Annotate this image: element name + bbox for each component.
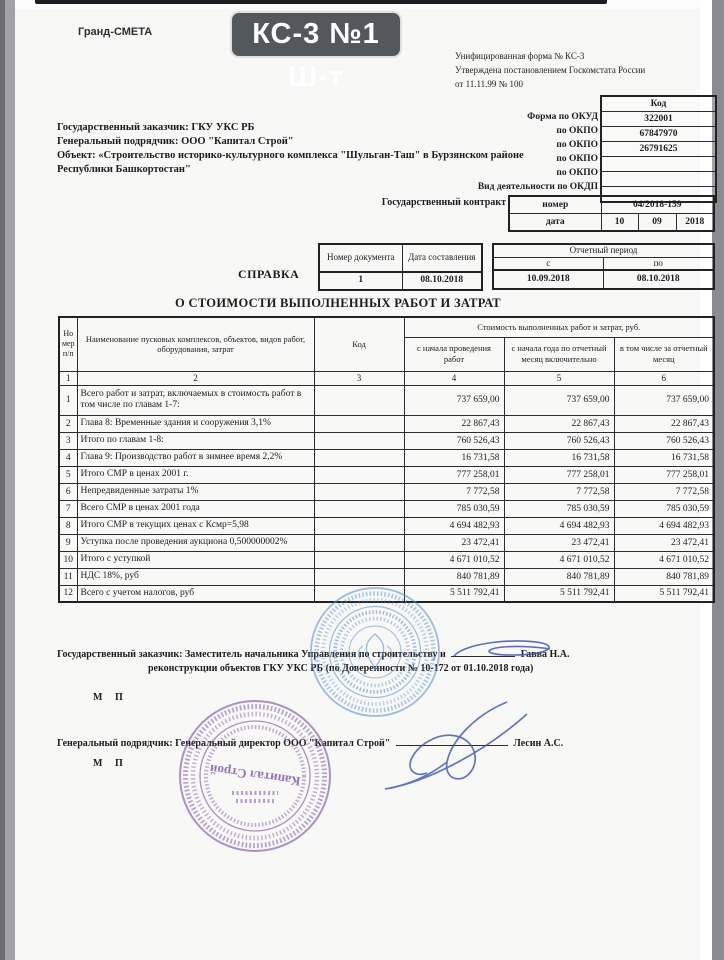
code-row-label: по ОКПО xyxy=(556,140,598,150)
row-code-cell xyxy=(314,534,404,551)
column-number-cell: 2 xyxy=(77,371,314,385)
row-name-cell: Уступка после проведения аукциона 0,500000002% xyxy=(77,534,314,551)
col-header-this-month: в том числе за отчетный месяц xyxy=(614,337,714,371)
row-value-cell: 785 030,59 xyxy=(404,500,504,517)
row-code-cell xyxy=(314,415,404,432)
row-name-cell: Всего работ и затрат, включаемых в стоимость работ в том числе по главам 1-7: xyxy=(77,385,314,415)
col-header-year-to-month: с начала года по отчетный месяц включительно xyxy=(504,337,614,371)
period-table xyxy=(492,243,715,290)
code-row-value: 322001 xyxy=(602,111,715,126)
row-value-cell: 777 258,01 xyxy=(614,466,714,483)
row-value-cell: 785 030,59 xyxy=(614,500,714,517)
customer-signature-line2: реконструкции объектов ГКУ УКС РБ (по Доверенности № 10-172 от 01.10.2018 года) xyxy=(148,663,534,674)
row-name-cell: Глава 9: Производство работ в зимнее время 2,2% xyxy=(77,449,314,466)
contractor-signature-blank xyxy=(396,736,508,746)
row-value-cell: 840 781,89 xyxy=(614,568,714,585)
code-row-label: по ОКПО xyxy=(556,168,598,178)
period-table-wrap xyxy=(492,243,715,290)
column-number-cell: 5 xyxy=(504,371,614,385)
row-value-cell: 7 772,58 xyxy=(504,483,614,500)
table-row xyxy=(59,534,714,551)
contractor-round-stamp-icon xyxy=(176,697,334,855)
main-table-body xyxy=(59,385,714,602)
code-row-label: по ОКПО xyxy=(556,126,598,136)
row-value-cell: 4 671 010,52 xyxy=(504,551,614,568)
doc-date-value: 08.10.2018 xyxy=(402,272,482,290)
row-value-cell: 22 867,43 xyxy=(504,415,614,432)
row-name-cell: НДС 18%, руб xyxy=(77,568,314,585)
row-number-cell: 12 xyxy=(59,585,77,602)
row-value-cell: 7 772,58 xyxy=(614,483,714,500)
codes-box xyxy=(600,95,717,203)
col-header-num: Номер п/п xyxy=(59,317,77,371)
row-value-cell: 4 694 482,93 xyxy=(614,517,714,534)
main-table-wrap xyxy=(58,316,715,603)
cost-table xyxy=(58,316,715,603)
table-row xyxy=(59,415,714,432)
row-value-cell: 23 472,41 xyxy=(404,534,504,551)
row-name-cell: Глава 8: Временные здания и сооружения 3,1% xyxy=(77,415,314,432)
period-header: Отчетный период xyxy=(493,244,714,257)
contract-date-month: 09 xyxy=(638,214,676,232)
row-value-cell: 16 731,58 xyxy=(404,449,504,466)
contract-number-label: номер xyxy=(509,196,601,214)
row-code-cell xyxy=(314,483,404,500)
parties-block xyxy=(57,121,524,177)
customer-line: Государственный заказчик: ГКУ УКС РБ xyxy=(57,122,255,133)
codes-values xyxy=(602,111,715,201)
row-value-cell: 4 671 010,52 xyxy=(404,551,504,568)
contract-date-day: 10 xyxy=(601,214,638,232)
row-value-cell: 4 694 482,93 xyxy=(504,517,614,534)
customer-signature-name: Гавва Н.А. xyxy=(520,649,570,660)
table-row xyxy=(59,585,714,602)
column-number-row xyxy=(59,371,714,385)
table-row xyxy=(59,568,714,585)
row-number-cell: 4 xyxy=(59,449,77,466)
row-name-cell: Непредвиденные затраты 1% xyxy=(77,483,314,500)
contractor-stamp-text: Капитал Строй xyxy=(208,761,302,790)
col-header-from-start: с начала проведения работ xyxy=(404,337,504,371)
table-row xyxy=(59,483,714,500)
row-number-cell: 8 xyxy=(59,517,77,534)
row-value-cell: 777 258,01 xyxy=(404,466,504,483)
spravka-label: СПРАВКА xyxy=(238,267,300,281)
contract-date-year: 2018 xyxy=(676,214,714,232)
row-number-cell: 7 xyxy=(59,500,77,517)
row-value-cell: 5 511 792,41 xyxy=(614,585,714,602)
contract-table xyxy=(508,195,715,232)
col-header-cost-span: Стоимость выполненных работ и затрат, руб. xyxy=(404,317,714,337)
column-number-cell: 1 xyxy=(59,371,77,385)
document-title: О СТОИМОСТИ ВЫПОЛНЕННЫХ РАБОТ И ЗАТРАТ xyxy=(175,296,501,310)
table-row xyxy=(59,449,714,466)
row-code-cell xyxy=(314,568,404,585)
contract-label: Государственный контракт xyxy=(381,197,506,208)
row-number-cell: 10 xyxy=(59,551,77,568)
customer-signature-line xyxy=(57,647,570,660)
form-note-line3: от 11.11.99 № 100 xyxy=(455,78,523,89)
row-name-cell: Итого с уступкой xyxy=(77,551,314,568)
doc-date-header: Дата составления xyxy=(402,244,482,272)
row-value-cell: 777 258,01 xyxy=(504,466,614,483)
period-to-label: по xyxy=(603,257,714,270)
column-number-cell: 4 xyxy=(404,371,504,385)
doc-meta-table-wrap xyxy=(318,243,483,291)
codes-labels xyxy=(478,110,598,194)
row-value-cell: 22 867,43 xyxy=(404,415,504,432)
scan-top-line xyxy=(35,0,607,4)
row-value-cell: 4 671 010,52 xyxy=(614,551,714,568)
code-row-value: 26791625 xyxy=(602,141,715,156)
row-code-cell xyxy=(314,449,404,466)
row-code-cell xyxy=(314,432,404,449)
form-note xyxy=(455,50,645,92)
row-number-cell: 11 xyxy=(59,568,77,585)
row-value-cell: 22 867,43 xyxy=(614,415,714,432)
row-number-cell: 9 xyxy=(59,534,77,551)
row-name-cell: Итого СМР в текущих ценах с Ксмр=5,98 xyxy=(77,517,314,534)
row-value-cell: 16 731,58 xyxy=(614,449,714,466)
table-row xyxy=(59,466,714,483)
row-number-cell: 5 xyxy=(59,466,77,483)
row-number-cell: 1 xyxy=(59,385,77,415)
table-row xyxy=(59,517,714,534)
ks3-title-badge: КС-3 №1 Ш-т xyxy=(232,13,400,56)
codes-header: Код xyxy=(650,99,667,109)
scan-edge-left xyxy=(5,0,15,960)
contractor-signature-line xyxy=(57,736,563,749)
period-from-label: с xyxy=(493,257,603,270)
row-value-cell: 840 781,89 xyxy=(504,568,614,585)
contract-table-wrap xyxy=(508,195,715,232)
contract-number-value: 04/2018-159 xyxy=(601,196,714,214)
row-value-cell: 4 694 482,93 xyxy=(404,517,504,534)
object-line1: Объект: «Строительство историко-культурного комплекса "Шульган-Таш" в Бурзянском районе xyxy=(57,150,524,161)
code-row-label: по ОКПО xyxy=(556,154,598,164)
row-code-cell xyxy=(314,466,404,483)
row-value-cell: 5 511 792,41 xyxy=(404,585,504,602)
row-value-cell: 760 526,43 xyxy=(614,432,714,449)
contractor-signature-name: Лесин А.С. xyxy=(513,738,564,749)
code-row-value: 67847970 xyxy=(602,126,715,141)
row-name-cell: Итого по главам 1-8: xyxy=(77,432,314,449)
col-header-code: Код xyxy=(314,317,404,371)
customer-signature-blank xyxy=(451,647,515,657)
code-row-label: Форма по ОКУД xyxy=(527,112,598,122)
contract-date-label: дата xyxy=(509,214,601,232)
row-value-cell: 16 731,58 xyxy=(504,449,614,466)
customer-signature-prefix: Государственный заказчик: Заместитель начальника Управления по строительству и xyxy=(57,649,446,660)
row-name-cell: Всего СМР в ценах 2001 года xyxy=(77,500,314,517)
row-value-cell: 5 511 792,41 xyxy=(504,585,614,602)
row-number-cell: 3 xyxy=(59,432,77,449)
row-number-cell: 6 xyxy=(59,483,77,500)
row-value-cell: 785 030,59 xyxy=(504,500,614,517)
row-code-cell xyxy=(314,517,404,534)
column-number-cell: 3 xyxy=(314,371,404,385)
doc-meta-table xyxy=(318,243,483,291)
doc-number-header: Номер документа xyxy=(319,244,402,272)
mp-stamp-place-contractor: М П xyxy=(93,758,128,769)
row-value-cell: 23 472,41 xyxy=(504,534,614,551)
row-value-cell: 840 781,89 xyxy=(404,568,504,585)
mp-stamp-place-customer: М П xyxy=(93,692,128,703)
doc-number-value: 1 xyxy=(319,272,402,290)
row-value-cell: 23 472,41 xyxy=(614,534,714,551)
row-name-cell: Всего с учетом налогов, руб xyxy=(77,585,314,602)
table-row xyxy=(59,500,714,517)
row-code-cell xyxy=(314,385,404,415)
table-row xyxy=(59,551,714,568)
form-note-line2: Утверждена постановлением Госкомстата России xyxy=(455,64,646,75)
row-code-cell xyxy=(314,500,404,517)
period-to-value: 08.10.2018 xyxy=(603,270,714,289)
row-value-cell: 7 772,58 xyxy=(404,483,504,500)
row-value-cell: 737 659,00 xyxy=(404,385,504,415)
object-line2: Республики Башкортостан" xyxy=(57,164,191,175)
code-row-value xyxy=(602,171,715,186)
table-row xyxy=(59,385,714,415)
table-row xyxy=(59,432,714,449)
code-row-label: Вид деятельности по ОКДП xyxy=(477,182,598,192)
row-value-cell: 737 659,00 xyxy=(614,385,714,415)
row-code-cell xyxy=(314,585,404,602)
contractor-line: Генеральный подрядчик: ООО "Капитал Строй" xyxy=(57,136,294,147)
period-from-value: 10.09.2018 xyxy=(493,270,603,289)
code-row-value xyxy=(602,156,715,171)
row-value-cell: 760 526,43 xyxy=(404,432,504,449)
row-value-cell: 737 659,00 xyxy=(504,385,614,415)
column-number-cell: 6 xyxy=(614,371,714,385)
row-name-cell: Итого СМР в ценах 2001 г. xyxy=(77,466,314,483)
row-code-cell xyxy=(314,551,404,568)
grand-smeta-watermark: Гранд-СМЕТА xyxy=(78,26,153,38)
row-number-cell: 2 xyxy=(59,415,77,432)
form-note-line1: Унифицированная форма № КС-3 xyxy=(455,51,585,61)
row-value-cell: 760 526,43 xyxy=(504,432,614,449)
col-header-name: Наименование пусковых комплексов, объектов, видов работ, оборудования, затрат xyxy=(77,317,314,371)
contractor-signature-prefix: Генеральный подрядчик: Генеральный директор ООО "Капитал Строй" xyxy=(57,738,391,749)
